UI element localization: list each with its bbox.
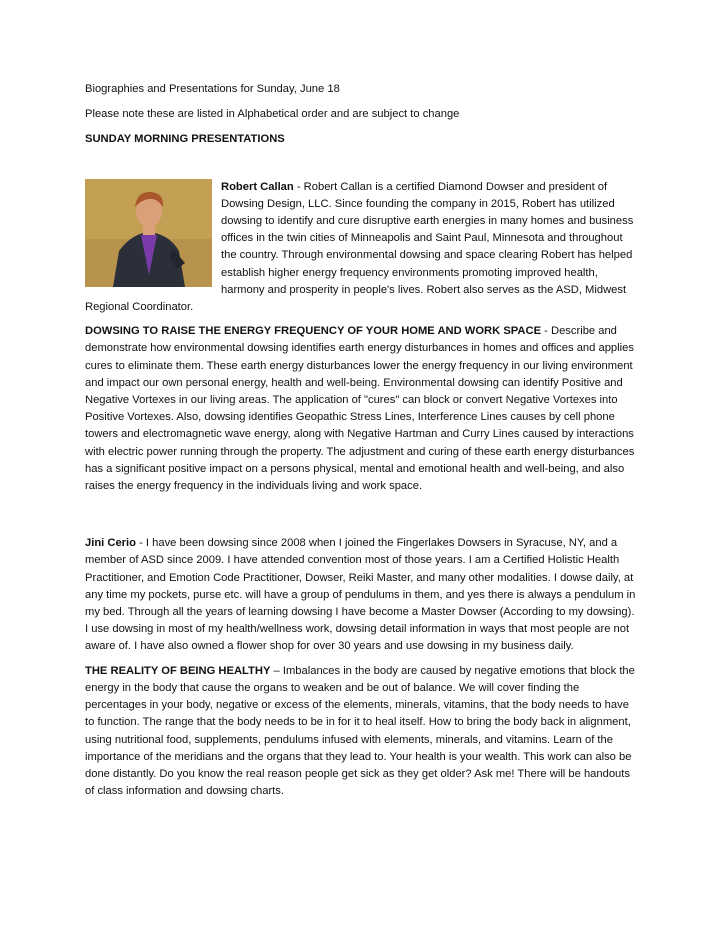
document-note: Please note these are listed in Alphabetical order and are subject to change	[85, 108, 460, 121]
presentation-title: DOWSING TO RAISE THE ENERGY FREQUENCY OF YOUR HOME AND WORK SPACE	[85, 325, 542, 338]
presentation-description	[85, 323, 637, 495]
presenter-photo	[85, 179, 212, 287]
presentation-text: - Describe and demonstrate how environmental dowsing identifies earth energy disturbances in homes and offices and applies cures to eliminate them. These earth energy disturbances lower the energy frequency in our living environment and impact our own personal energy, health and well-being. Environmental dowsing can identify Positive and Negative Vortexes in our living areas. The application of "cures" can block or convert Negative Vortexes into Positive Vortexes. Also, dowsing identifies Geopathic Stress Lines, Interference Lines causes by cell phone towers and electromagnetic wave energy, along with Negative Hartman and Curry Lines caused by interactions with electric power running through the property. The adjustment and curing of these earth energy disturbances has a significant positive impact on a persons physical, mental and emotional health and well-being, and also raises the energy frequency in the individuals living and work space.	[85, 325, 635, 493]
presenter-bio-text: - Robert Callan is a certified Diamond Dowser and president of Dowsing Design, LLC. Since founding the company in 2015, Robert has utilized dowsing to identify and cure disruptive earth energies in many homes and business offices in the twin cities of Minneapolis and Saint Paul, Minnesota and throughout the country. Through environmental dowsing and space clearing Robert has helped establish higher energy frequency environments promoting improved health, harmony and prosperity in people's lives. Robert also serves as the ASD, Midwest Regional Coordinator.	[85, 180, 634, 314]
section-title: SUNDAY MORNING PRESENTATIONS	[85, 133, 285, 146]
document-title: Biographies and Presentations for Sunday, June 18	[85, 83, 340, 95]
presenter-bio-text: - I have been dowsing since 2008 when I joined the Fingerlakes Dowsers in Syracuse, NY, and a member of ASD since 2009. I have attended convention most of those years. I am a Certified Holistic Health Practitioner, and Emotion Code Practitioner, Dowser, Reiki Master, and many other modalities. I dowse daily, at any time my pockets, purse etc. will have a group of pendulums in them, and yes there is always a pendulum in my bed. Through all the years of learning dowsing I have become a Master Dowser (According to my dowsing). I use dowsing in most of my health/wellness work, dowsing detail information in ways that most people are not aware of. I have also owned a flower shop for over 30 years and use dowsing in my business daily.	[85, 537, 636, 653]
presentation-title: THE REALITY OF BEING HEALTHY	[85, 664, 271, 677]
presenter-name: Robert Callan	[221, 180, 294, 193]
presenter-bio-robert-callan	[85, 179, 637, 317]
presenter-bio-jini-cerio	[85, 535, 637, 655]
presenter-name: Jini Cerio	[85, 537, 136, 550]
document-page	[85, 81, 637, 800]
presentation-text: – Imbalances in the body are caused by negative emotions that block the energy in the body that cause the organs to weaken and be out of balance. We will cover finding the percentages in your body, negative or excess of the elements, minerals, vitamins, that the body needs to have to function. The range that the body needs to be in for it to heal itself. How to bring the body back in alignment, using nutritional food, supplements, pendulums infused with elements, minerals, and vitamins. Learn of the importance of the meridians and the organs that they lead to. Your health is your wealth. This work can also be done distantly. Do you know the real reason people get sick as they get older? Ask me! There will be handouts of class information and dowsing charts.	[85, 664, 635, 798]
presentation-description	[85, 663, 637, 801]
